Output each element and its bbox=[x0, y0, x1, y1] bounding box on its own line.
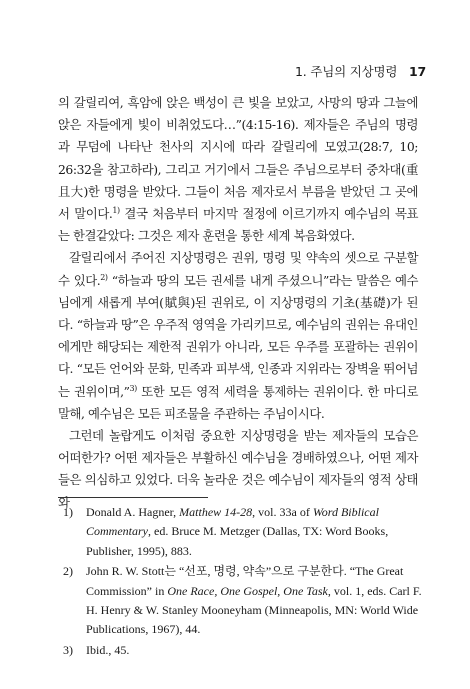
footnote-number: 2) bbox=[63, 564, 73, 579]
chapter-title: 1. 주님의 지상명령 bbox=[295, 64, 398, 79]
paragraph-2 bbox=[58, 247, 418, 425]
footnotes bbox=[58, 503, 423, 661]
paragraph-2-tail: “하늘과 땅의 모든 권세를 내게 주셨으니”라는 말씀은 예수님에게 새롭게 부여(賦與)된 권위로, 이 지상명령의 기초(基礎)가 된다. “하늘과 땅”은 우주적 영역을 가리키므로, 예수님의 권위는 유대인에게만 해당되는 제한적 권위가 아니라, 모든 우주를 포괄하는 권위이다. “모든 언어와 문화, 민족과 피부색, 인종과 지위라는 장벽을 뛰어넘는 권위이며,” bbox=[58, 272, 418, 399]
body-text bbox=[58, 92, 418, 514]
footnote-text: , vol. 1, eds. Carl F. H. Henry & W. Stanley Mooneyham (Minneapolis, MN: World Wide Publications, 1967), 44. bbox=[86, 583, 422, 637]
footnote-text: Donald A. Hagner, bbox=[86, 505, 180, 519]
footnote-divider bbox=[58, 497, 208, 498]
footnote-text: , vol. 33a of bbox=[252, 505, 313, 519]
paragraph-1-tail: 결국 처음부터 마지막 절정에 이르기까지 예수님의 목표는 한결같았다: 그것은 제자 훈련을 통한 세계 복음화였다. bbox=[58, 206, 418, 244]
footnote-ref-2: 2) bbox=[100, 272, 108, 282]
paragraph-2-text: 갈릴리에서 주어진 지상명령은 권위, 명령 및 약속의 셋으로 구분할 수 있다. bbox=[58, 250, 418, 288]
footnote-ref-1: 1) bbox=[112, 205, 120, 215]
footnote-title: One Race, One Gospel, One Task bbox=[167, 583, 328, 598]
paragraph-1-text: 의 갈릴리여, 흑암에 앉은 백성이 큰 빛을 보았고, 사망의 땅과 그늘에 앉은 자들에게 빛이 비취었도다…”(4:15-16). 제자들은 주님의 명령과 무덤에 나타난 천사의 지시에 따라 갈릴리에 모였고(28:7, 10; 26:32을 참고하라), 그리고 거기에서 그들은 주님으로부터 중차대(重且大)한 명령을 받았다. 그들이 처음 제자로서 부름을 받았던 그 곳에서 말이다. bbox=[58, 95, 418, 222]
page-number: 17 bbox=[409, 64, 426, 79]
footnote-1 bbox=[58, 503, 423, 561]
footnote-text: , ed. Bruce M. Metzger (Dallas, TX: Word Books, Publisher, 1995), 883. bbox=[86, 524, 389, 558]
paragraph-2-tail2: 또한 모든 영적 세력을 통제하는 권위이다. 한 마디로 말해, 예수님은 모든 피조물을 주관하는 주님이시다. bbox=[58, 383, 418, 421]
footnote-text: Ibid., 45. bbox=[86, 642, 130, 657]
footnote-title: Matthew 14-28 bbox=[179, 505, 253, 519]
footnote-title: Word Biblical Commentary bbox=[86, 505, 379, 539]
paragraph-1 bbox=[58, 92, 418, 247]
footnote-2 bbox=[58, 562, 423, 640]
paragraph-3 bbox=[58, 425, 418, 514]
footnote-number: 1) bbox=[63, 505, 73, 519]
footnote-number: 3) bbox=[63, 642, 73, 657]
footnote-3 bbox=[58, 641, 423, 660]
footnote-ref-3: 3) bbox=[129, 383, 137, 393]
footnote-text: John R. W. Stott는 “선포, 명령, 약속”으로 구분한다. “The Great Commission” in bbox=[86, 564, 404, 598]
running-header bbox=[295, 62, 426, 80]
paragraph-3-text: 그런데 놀랍게도 이처럼 중요한 지상명령을 받는 제자들의 모습은 어떠한가? 어떤 제자들은 부활하신 예수님을 경배하였으나, 어떤 제자들은 의심하고 있었다. 더욱 놀라운 것은 예수님이 제자들의 영적 상태와 bbox=[58, 428, 418, 510]
